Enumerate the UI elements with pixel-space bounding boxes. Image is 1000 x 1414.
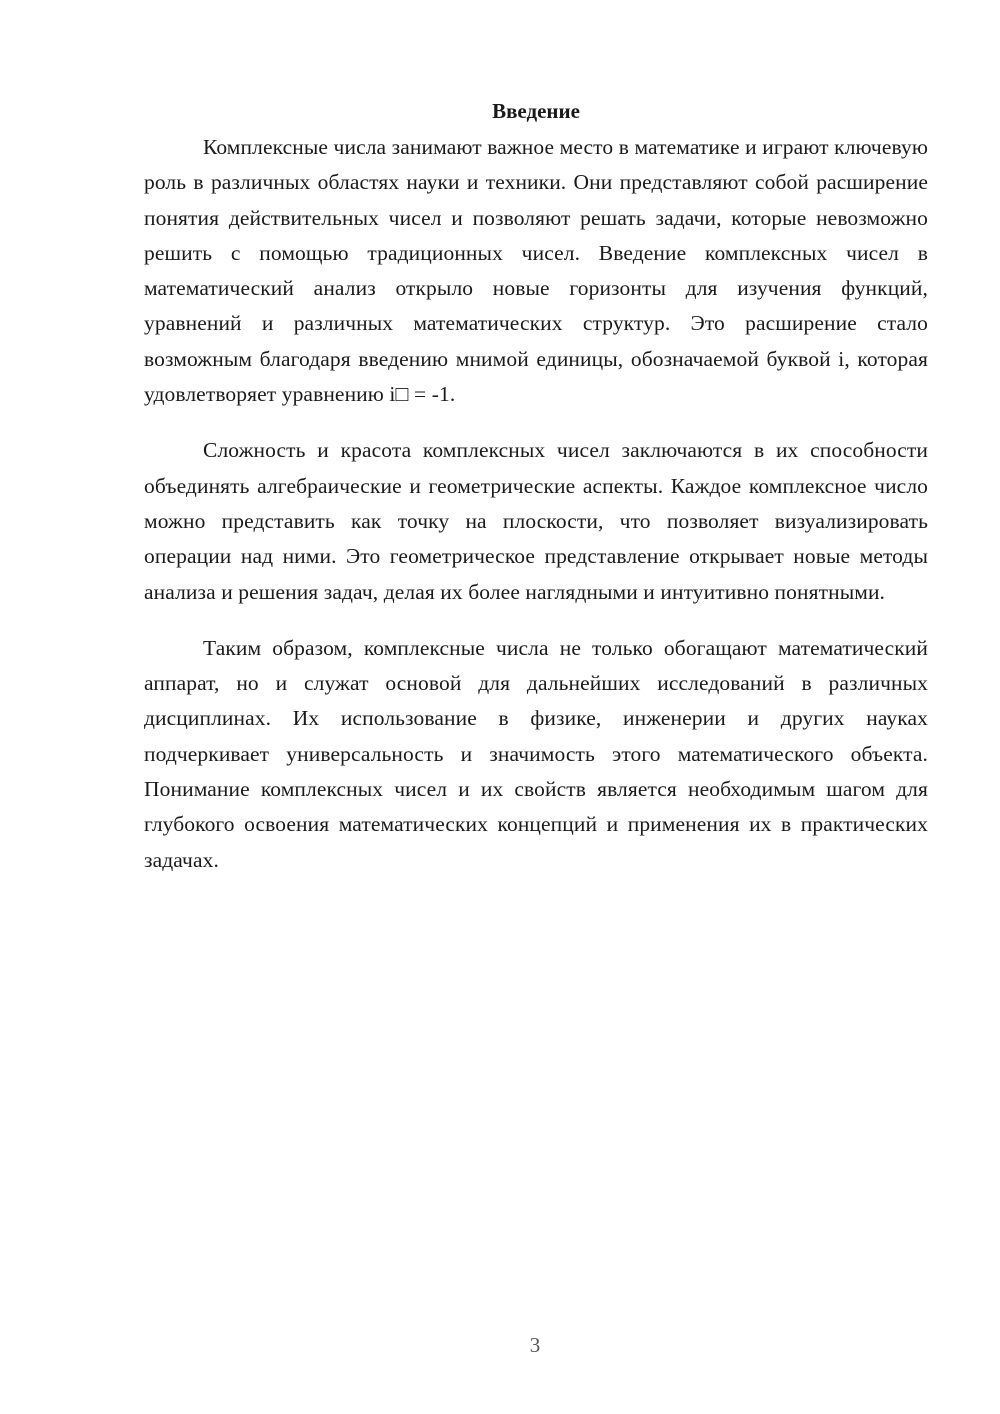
section-heading: Введение — [492, 99, 580, 123]
page-number: 3 — [529, 1333, 541, 1357]
paragraph-3: Таким образом, комплексные числа не только обогащают математический аппарат, но и служат основой для дальнейших исследований в различных дисциплинах. Их использование в физике, инженерии и других науках подчеркивает универсальность и значимость этого математического объекта. Понимание комплексных чисел и их свойств является необходимым шагом для глубокого освоения математических концепций и применения их в практических задачах. — [144, 635, 928, 872]
page-content — [144, 96, 928, 899]
paragraph-2: Сложность и красота комплексных чисел заключаются в их способности объединять алгебраические и геометрические аспекты. Каждое комплексное число можно представить как точку на плоскости, что позволяет визуализировать операции над ними. Это геометрическое представление открывает новые методы анализа и решения задач, делая их более наглядными и интуитивно понятными. — [144, 438, 928, 604]
paragraph-1: Комплексные числа занимают важное место в математике и играют ключевую роль в различных областях науки и техники. Они представляют собой расширение понятия действительных чисел и позволяют решать задачи, которые невозможно решить с помощью традиционных чисел. Введение комплексных чисел в математический анализ открыло новые горизонты для изучения функций, уравнений и различных математических структур. Это расширение стало возможным благодаря введению мнимой единицы, обозначаемой буквой i, которая удовлетворяет уравнению i□ = -1. — [144, 135, 928, 407]
